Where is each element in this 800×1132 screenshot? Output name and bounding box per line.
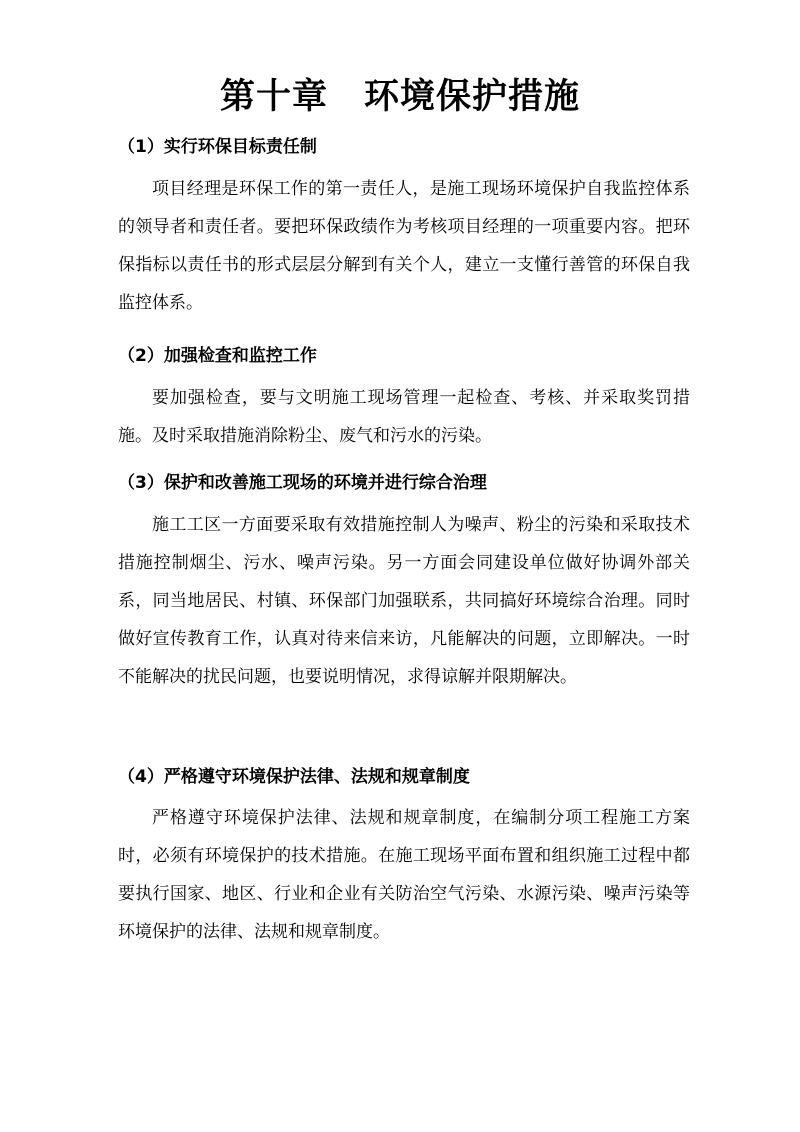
section-3-heading: （3）保护和改善施工现场的环境并进行综合治理 xyxy=(118,473,487,493)
section-2-heading: （2）加强检查和监控工作 xyxy=(118,346,317,366)
section-2-paragraph: 要加强检查，要与文明施工现场管理一起检查、考核、并采取奖罚措施。及时采取措施消除粉尘、废气和污水的污染。 xyxy=(118,388,690,446)
section-3-paragraph: 施工工区一方面要采取有效措施控制人为噪声、粉尘的污染和采取技术措施控制烟尘、污水、噪声污染。另一方面会同建设单位做好协调外部关系，同当地居民、村镇、环保部门加强联系，共同搞好环境综合治理。同时做好宣传教育工作，认真对待来信来访，凡能解决的问题，立即解决。一时不能解决的扰民问题，也要说明情况，求得谅解并限期解决。 xyxy=(118,515,690,687)
section-1-heading: （1）实行环保目标责任制 xyxy=(118,137,317,157)
page-title: 第十章 环境保护措施 xyxy=(219,77,580,117)
section-1-paragraph: 项目经理是环保工作的第一责任人，是施工现场环境保护自我监控体系的领导者和责任者。要把环保政绩作为考核项目经理的一项重要内容。把环保指标以责任书的形式层层分解到有关个人，建立一支懂行善管的环保自我监控体系。 xyxy=(118,179,690,313)
section-4-heading: （4）严格遵守环境保护法律、法规和规章制度 xyxy=(118,767,470,787)
section-4-paragraph: 严格遵守环境保护法律、法规和规章制度，在编制分项工程施工方案时，必须有环境保护的技术措施。在施工现场平面布置和组织施工过程中都要执行国家、地区、行业和企业有关防治空气污染、水源污染、噪声污染等环境保护的法律、法规和规章制度。 xyxy=(118,808,690,942)
